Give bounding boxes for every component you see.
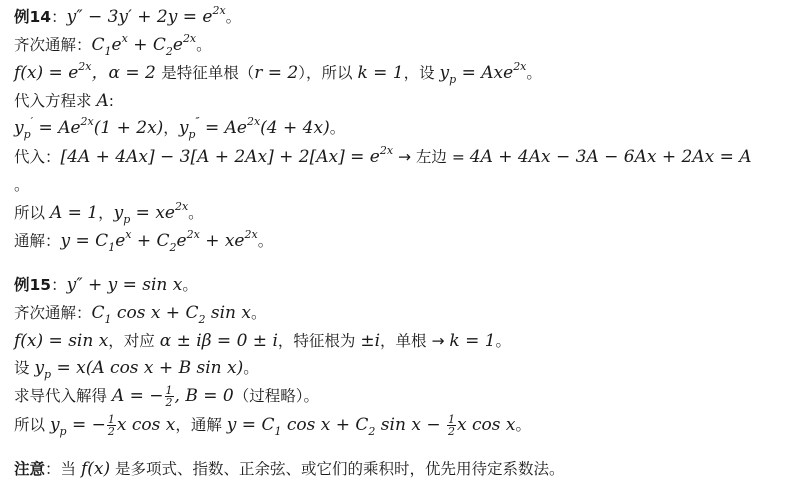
- ex14-eq-end: 。: [225, 8, 242, 26]
- ex14-f-expr: $f(x) = e^{2x}$: [14, 60, 92, 83]
- ex15-set-end: 。: [243, 359, 259, 377]
- ex14-plug-arrow: → 左边 =: [393, 148, 470, 166]
- ex14-yp-form: $y_p = Axe^{2x}$: [439, 60, 527, 86]
- ex14-homog-expr: $C_1e^x + C_2e^{2x}$: [91, 32, 197, 58]
- note-text: 是多项式、指数、正余弦、或它们的乘积时，优先用待定系数法。: [110, 460, 565, 478]
- ex14-gen-expr: $y = C_1e^x + C_2e^{2x} + xe^{2x}$: [60, 228, 258, 254]
- ex14-homogeneous: [14, 34, 212, 56]
- ex14-plug-expr2: 4A + 4Ax − 3A − 6Ax + 2Ax = A: [469, 147, 752, 167]
- ex14-heading: [14, 6, 241, 28]
- ex15-k: k = 1: [449, 331, 496, 351]
- ex14-particular: [14, 202, 204, 224]
- ex14-general-solution: [14, 230, 273, 252]
- ex14-gen-label: 通解：: [14, 232, 61, 250]
- ex14-equation: $y'' - 3y' + 2y = e^{2x}$: [66, 4, 226, 27]
- note: [14, 458, 565, 480]
- ex14-second-derivative: $y_p'' = Ae^{2x}(4 + 4x)$: [178, 115, 330, 141]
- ex14-plug-label: 代入：: [14, 148, 61, 166]
- ex14-alpha: ，α = 2: [91, 63, 162, 83]
- note-f: f(x): [80, 459, 111, 479]
- ex14-f-text3: ，设: [403, 64, 440, 82]
- ex15-set-form: [14, 357, 259, 379]
- ex15-f-text3: ，单根 →: [380, 332, 450, 350]
- ex14-sep: ：: [51, 8, 67, 26]
- ex14-so-sep: ，: [98, 204, 114, 222]
- ex15-solve: [14, 385, 319, 408]
- ex15-yp-result: $y_p$ = − $\frac{1}{2}$ x cos x: [49, 413, 176, 438]
- ex14-form-analysis: [14, 62, 542, 84]
- ex15-gen-expr: $y = C_1$ $\cos x + C_2$ sin x − $\frac{1}{2}$ x cos x: [226, 413, 516, 438]
- ex14-title: 例14: [14, 8, 52, 26]
- ex15-f-text2: ，特征根为: [277, 332, 361, 350]
- ex15-set-text: 设: [14, 359, 35, 377]
- ex15-res-frac: $\frac{1}{2}$: [107, 413, 115, 438]
- ex15-solve-text: 求导代入解得: [14, 387, 112, 405]
- ex15-res-text: 所以: [14, 416, 50, 434]
- ex15-res-text2: ，通解: [175, 416, 227, 434]
- ex14-gen-end: 。: [257, 232, 274, 250]
- ex15-homogeneous: [14, 302, 267, 324]
- ex15-f-end: 。: [495, 332, 512, 350]
- note-label: 注意: [14, 460, 46, 478]
- ex14-k: k = 1: [357, 63, 404, 83]
- ex14-plug-tail-text: 。: [14, 176, 30, 194]
- ex14-subst-text: 代入方程求: [14, 92, 97, 110]
- ex15-result: [14, 414, 531, 437]
- ex14-subst-var: A: [96, 91, 109, 111]
- ex14-a-value: A = 1: [49, 203, 99, 223]
- ex14-so-end: 。: [188, 204, 204, 222]
- ex15-homog-expr: $C_1$ $\cos x + C_2$ sin x: [91, 303, 251, 326]
- ex15-eq-end: 。: [182, 276, 198, 294]
- note-sep: ：当: [45, 460, 81, 478]
- ex15-solve-tail: （过程略）。: [233, 387, 319, 405]
- ex15-heading: [14, 274, 198, 296]
- ex14-plug-in: [14, 146, 752, 168]
- ex14-substitute-intro: [14, 90, 114, 112]
- ex15-sep: ：: [51, 276, 67, 294]
- ex14-so-text: 所以: [14, 204, 50, 222]
- ex15-gen-frac: $\frac{1}{2}$: [447, 413, 455, 438]
- ex15-title: 例15: [14, 276, 52, 294]
- ex14-first-derivative: $y_p' = Ae^{2x}(1 + 2x)$: [14, 115, 164, 141]
- ex15-solve-frac: $\frac{1}{2}$: [165, 384, 173, 409]
- ex14-homog-label: 齐次通解：: [14, 36, 92, 54]
- ex15-alpha: α ± iβ = 0 ± i: [159, 331, 278, 351]
- ex15-homog-end: 。: [250, 304, 267, 322]
- ex14-f-text2: ），所以: [298, 64, 358, 82]
- ex14-derivatives: [14, 117, 345, 139]
- ex15-homog-label: 齐次通解：: [14, 304, 92, 322]
- ex14-subst-end: :: [108, 92, 114, 110]
- ex14-yp-result: $y_p = xe^{2x}$: [113, 200, 189, 226]
- ex14-d-sep: ，: [163, 119, 179, 137]
- ex14-homog-end: 。: [196, 36, 212, 54]
- ex14-plug-tail: [14, 174, 30, 196]
- ex14-plug-expr: $[4A + 4Ax] - 3[A + 2Ax] + 2[Ax] = e^{2x}$: [60, 144, 394, 167]
- ex15-f-text: ，对应: [108, 332, 160, 350]
- ex14-d-end: 。: [329, 119, 346, 137]
- ex14-r: r = 2: [254, 63, 299, 83]
- ex15-form-analysis: [14, 330, 511, 352]
- ex14-f-text: 是特征单根（: [161, 64, 255, 82]
- ex15-root: ±i: [360, 331, 381, 351]
- ex14-f-end: 。: [526, 64, 542, 82]
- ex15-solve-expr: A = − $\frac{1}{2}$ , B = 0: [111, 384, 234, 409]
- ex15-equation: y″ + y = sin x: [66, 275, 183, 295]
- ex15-res-end: 。: [515, 416, 531, 434]
- ex15-yp-form: $y_p = x(A$ cos x + B sin x): [34, 358, 244, 381]
- ex15-f-expr: f(x) = sin x: [14, 331, 109, 351]
